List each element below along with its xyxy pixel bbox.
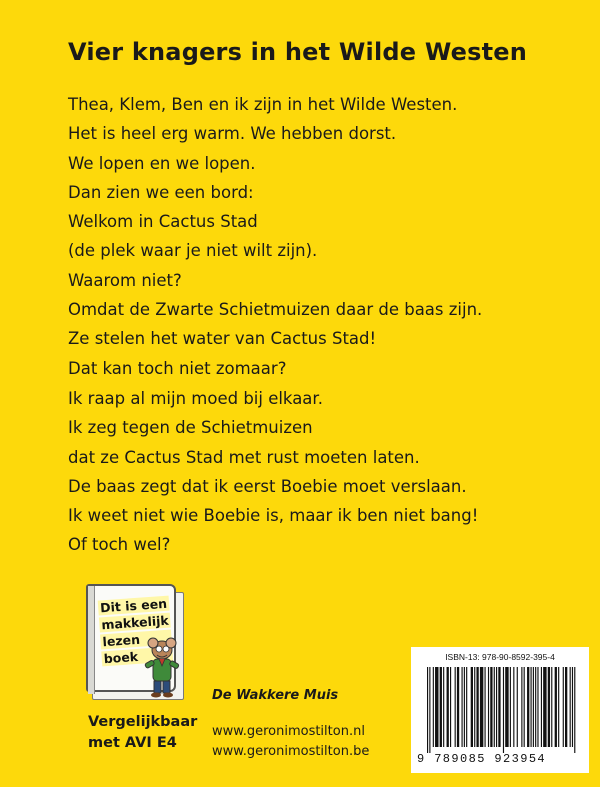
barcode-bar bbox=[443, 667, 444, 747]
barcode-bar bbox=[490, 667, 492, 747]
paragraph-2 bbox=[68, 384, 478, 560]
barcode-bar bbox=[531, 667, 532, 747]
isbn-label: ISBN-13: 978-90-8592-395-4 bbox=[445, 652, 555, 662]
text-line: We lopen en we lopen. bbox=[68, 153, 256, 173]
text-line: Waarom niet? bbox=[68, 270, 182, 290]
barcode-bar bbox=[527, 667, 529, 747]
barcode-bar bbox=[462, 667, 463, 747]
barcode-bar bbox=[541, 667, 542, 747]
text-line: dat ze Cactus Stad met rust moeten laten. bbox=[68, 447, 420, 467]
text-line: Thea, Klem, Ben en ik zijn in het Wilde Westen. bbox=[68, 95, 458, 114]
barcode-bar bbox=[450, 667, 451, 747]
barcode-bar bbox=[524, 667, 525, 747]
easy-reading-book-badge bbox=[86, 584, 186, 702]
barcode-bar bbox=[572, 667, 573, 747]
barcode-bar bbox=[551, 667, 552, 747]
barcode-bar bbox=[574, 667, 575, 753]
barcode-bar bbox=[485, 667, 486, 747]
book-spine bbox=[88, 586, 95, 694]
badge-line: boek bbox=[101, 646, 173, 666]
barcode-bar bbox=[435, 667, 438, 747]
barcode-bar bbox=[565, 667, 567, 747]
website-url-be[interactable]: www.geronimostilton.be bbox=[212, 744, 370, 759]
barcode-bar bbox=[570, 667, 571, 747]
barcode-bar bbox=[537, 667, 538, 747]
text-line: Het is heel erg warm. We hebben dorst. bbox=[68, 124, 397, 144]
barcode-box bbox=[411, 647, 589, 773]
avi-line: met AVI E4 bbox=[88, 735, 177, 751]
barcode-bar bbox=[455, 667, 456, 747]
barcode bbox=[427, 667, 577, 753]
website-links bbox=[212, 722, 369, 762]
website-url-nl[interactable]: www.geronimostilton.nl bbox=[212, 724, 365, 739]
text-line: Ik zeg tegen de Schietmuizen bbox=[68, 418, 313, 438]
barcode-bar bbox=[440, 667, 442, 747]
barcode-bar bbox=[517, 667, 518, 747]
barcode-bar bbox=[558, 667, 559, 747]
text-line: Ik raap al mijn moed bij elkaar. bbox=[68, 389, 323, 408]
barcode-bar bbox=[563, 667, 564, 747]
barcode-number: 9 789085 923954 bbox=[417, 752, 547, 766]
mouse-character-icon bbox=[140, 636, 184, 698]
barcode-bar bbox=[457, 667, 459, 747]
avi-level bbox=[88, 712, 197, 754]
barcode-bar bbox=[498, 667, 500, 747]
barcode-bar bbox=[471, 667, 473, 747]
barcode-bar bbox=[466, 667, 467, 747]
text-line: Dat kan toch niet zomaar? bbox=[68, 358, 287, 378]
page-title: Vier knagers in het Wilde Westen bbox=[68, 38, 528, 66]
barcode-bar bbox=[496, 667, 497, 747]
barcode-bar bbox=[510, 667, 511, 747]
text-line: Welkom in Cactus Stad bbox=[68, 212, 258, 232]
barcode-bar bbox=[505, 667, 508, 747]
barcode-bar bbox=[480, 667, 483, 747]
barcode-bar bbox=[521, 667, 522, 747]
text-line: De baas zegt dat ik eerst Boebie moet verslaan. bbox=[68, 476, 467, 496]
text-line: Omdat de Zwarte Schietmuizen daar de baas zijn. bbox=[68, 300, 483, 320]
barcode-bar bbox=[447, 667, 449, 747]
barcode-bar bbox=[535, 667, 536, 747]
barcode-bar bbox=[433, 667, 434, 747]
text-line: Dan zien we een bord: bbox=[68, 182, 254, 202]
avi-line: Vergelijkbaar bbox=[88, 714, 198, 730]
text-line: (de plek waar je niet wilt zijn). bbox=[68, 241, 318, 261]
barcode-bar bbox=[513, 667, 514, 747]
barcode-bar bbox=[503, 667, 504, 753]
barcode-bar bbox=[427, 667, 428, 753]
barcode-bar bbox=[429, 667, 430, 753]
barcode-bar bbox=[474, 667, 475, 747]
publisher-name: De Wakkere Muis bbox=[212, 688, 339, 703]
badge-line: Dit is een bbox=[98, 596, 170, 616]
barcode-bar bbox=[543, 667, 546, 747]
text-line: Of toch wel? bbox=[68, 535, 171, 555]
badge-line: makkelijk bbox=[100, 612, 170, 633]
barcode-bar bbox=[555, 667, 557, 747]
barcode-bar bbox=[548, 667, 550, 747]
badge-line: lezen bbox=[100, 630, 172, 650]
paragraph-1 bbox=[68, 90, 482, 383]
barcode-bar bbox=[476, 667, 478, 747]
barcode-bar bbox=[533, 667, 534, 747]
text-line: Ze stelen het water van Cactus Stad! bbox=[68, 329, 377, 349]
barcode-bar bbox=[494, 667, 495, 747]
barcode-bar bbox=[464, 667, 465, 747]
text-line: Ik weet niet wie Boebie is, maar ik ben niet bang! bbox=[68, 506, 479, 526]
barcode-bar bbox=[488, 667, 489, 747]
